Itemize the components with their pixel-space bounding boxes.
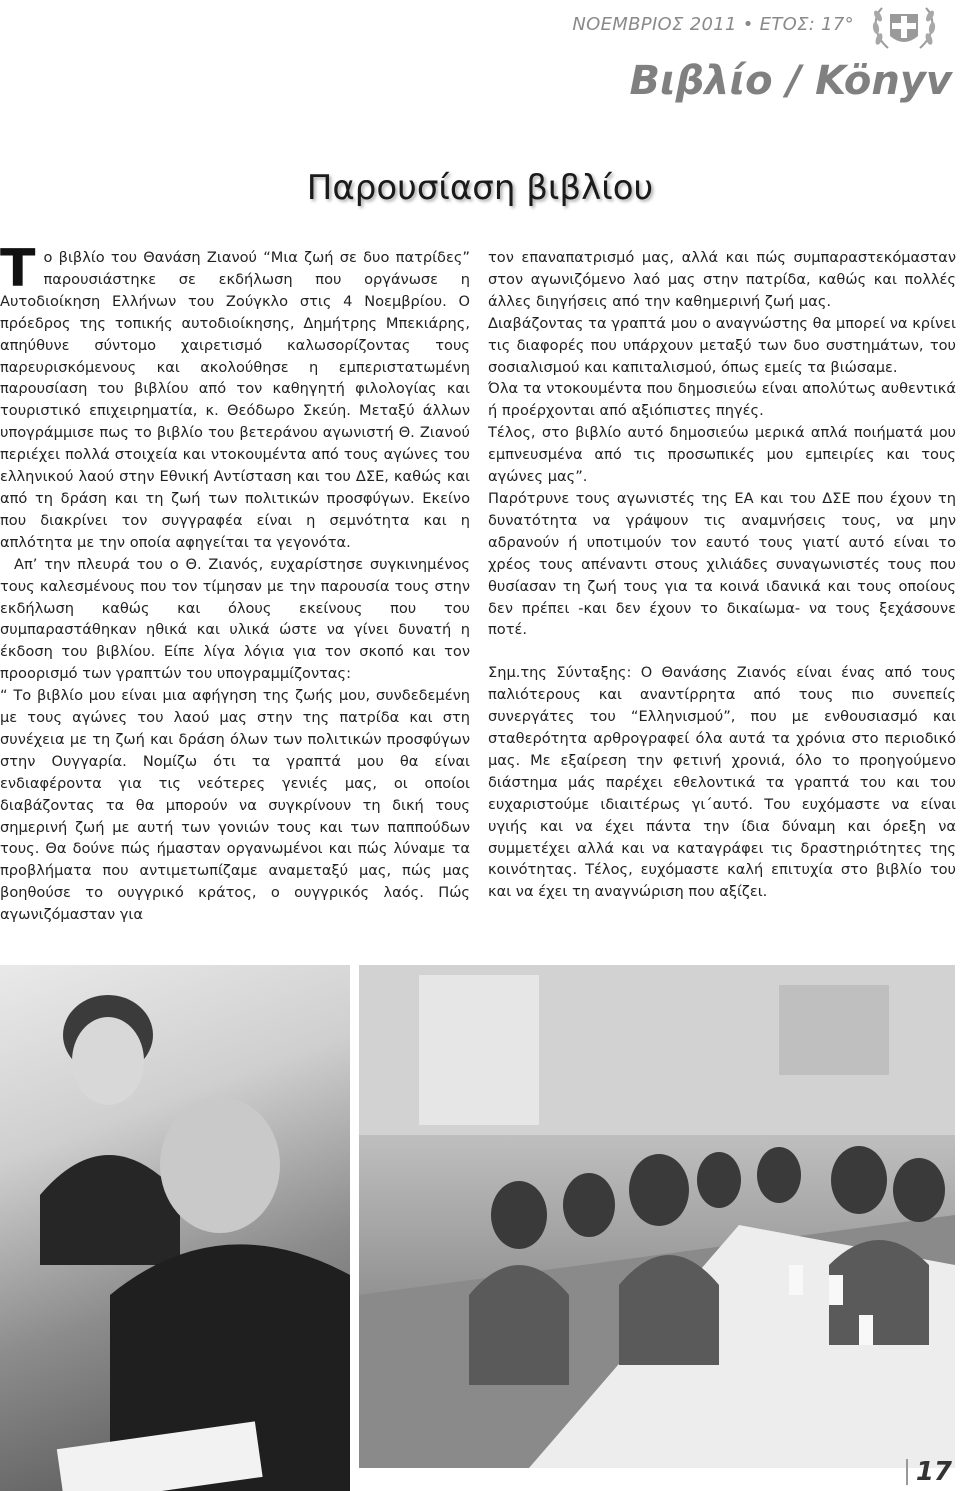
paragraph: Τέλος, στο βιβλίο αυτό δημοσιεύω μερικά απλά ποιήματά μου εμπνευσμένα από τις προσωπικές μου εμπειρίες και τους αγώνες μας”. <box>488 424 956 486</box>
greek-cross-laurel-emblem-icon <box>868 2 940 54</box>
photo-event-audience <box>359 965 955 1468</box>
photo-author-signing <box>0 965 350 1491</box>
editor-note: Σημ.της Σύνταξης: Ο Θανάσης Ζιανός είναι ένας από τους παλιότερους και αναντίρρητα από τους πιο συνεπείς συνεργάτες του “Ελληνισμού”, που με ενθουσιασμό και σταθερότητα αρθρογραφεί όλα αυτά τα χρόνια στο περιοδικό μας. Με εξαίρεση την φετινή χρονιά, όλο το προηγούμενο διάστημα μάς παρέχει εθελοντικά τα γραπτά του και του ευχαριστούμε ιδιαιτέρως γι΄αυτό. Του ευχόμαστε να είναι υγιής και να έχει πάντα την ίδια δύναμη και όρεξη να συμμετέχει αλλά και να καταγράφει τις δραστηριότητες της κοινότητας. Τέλος, ευχόμαστε καλή επιτυχία στο βιβλίο του και να έχει τη αναγνώριση που αξίζει. <box>488 664 956 901</box>
photo-author-signing-illustration <box>0 965 350 1491</box>
paragraph: Όλα τα ντοκουμέντα που δημοσιεύω είναι απολύτως αυθεντικά ή προέρχονται από αξιόπιστες πηγές. <box>488 380 956 420</box>
section-title: Βιβλίο / Könyv <box>629 58 952 104</box>
page-number: 17 <box>906 1459 952 1485</box>
paragraph: Διαβάζοντας τα γραπτά μου ο αναγνώστης θα μπορεί να κρίνει τις διαφορές που υπάρχουν μεταξύ των δυο συστημάτων, του σοσιαλισμού και καπιταλισμού, όπως εμείς τα βιώσαμε. <box>488 314 956 376</box>
spacer <box>488 641 956 662</box>
article-left-column <box>0 239 470 926</box>
paragraph: τον επαναπατρισμό μας, αλλά και πώς συμπαραστεκόμασταν στον αγωνιζόμενο λαό μας στην πατρίδα, καθώς και πολλές άλλες διηγήσεις από την καθημερινή ζωή μας. <box>488 249 956 310</box>
article-title: Παρουσίαση βιβλίου <box>306 168 654 208</box>
issue-date: ΝΟΕΜΒΡΙΟΣ 2011 • ΕΤΟΣ: 17° <box>572 14 854 35</box>
drop-cap: Τ <box>0 239 36 299</box>
paragraph: “ Το βιβλίο μου είναι μια αφήγηση της ζωής μου, συνδεδεμένη με τους αγώνες του λαού μας στην της πατρίδα και στη συνέχεια με τη ζωή και δράση όλων των πολιτικών προσφύγων στην Ουγγαρία. Νομίζω ότι τα γραπτά μου θα είναι ενδιαφέροντα για τις νεότερες γενιές μας, οι οποίοι διαβάζοντας τα θα μπορούν να συγκρίνουν τη δική τους σημερινή ζωή με αυτή των γονιών τους και των παππούδων τους. Θα δούνε πώς ήμασταν οργανωμένοι και πώς λύναμε τα προβλήματα που αντιμετωπίζαμε αναμεταξύ μας, πώς μας βοηθούσε το ουγγρικό κράτος, ο ουγγρικός λαός. Πώς αγωνιζόμασταν για <box>0 687 470 924</box>
article-right-column <box>488 247 956 903</box>
paragraph-text: ο βιβλίο του Θανάση Ζιανού “Μια ζωή σε δυο πατρίδες” παρουσιάστηκε σε εκδήλωση που οργάνωσε η Αυτοδιοίκηση Ελλήνων του Ζούγκλο στις 4 Νοεμβρίου. Ο πρόεδρος της τοπικής αυτοδιοίκησης, Δημήτρης Μπεκιάρης, απηύθυνε σύντομο χαιρετισμό καλωσορίζοντας τους παρευρισκόμενους και ακολούθησε η εμπεριστατωμένη παρουσίαση του βιβλίου από τον καθηγητή φιλολογίας και τουριστικό επιχειρηματία, κ. Θεόδωρο Σκεύη. Μεταξύ άλλων υπογράμμισε πως το βιβλίο του βετεράνου αγωνιστή Θ. Ζιανού περιέχει πολλά στοιχεία και ντοκουμέντα από τους αγώνες του ελληνικού λαού στην Εθνική Αντίσταση και του ΔΣΕ, καθώς και από τη δράση και τη ζωή των πολιτικών προσφύγων. Εκείνο που διακρίνει τον συγγραφέα είναι η σεμνότητα και η απλότητα με την οποία αφηγείται τα γεγονότα. <box>0 249 470 551</box>
paragraph: Απ’ την πλευρά του ο Θ. Ζιανός, ευχαρίστησε συγκινημένος τους καλεσμένους που τον τίμησαν με την παρουσία τους στην εκδήλωση καθώς και όλους εκείνους που του συμπαραστάθηκαν ηθικά και υλικά ώστε να γίνει δυνατή η έκδοση του βιβλίου. Είπε λίγα λόγια για τον σκοπό και τον προορισμό των γραπτών του υπογραμμίζοντας: <box>0 555 470 683</box>
paragraph: Παρότρυνε τους αγωνιστές της ΕΑ και του ΔΣΕ που έχουν τη δυνατότητα να γράψουν τις αναμνήσεις τους, να μην αδρανούν ή υποτιμούν τον εαυτό τους γιατί αυτό είναι το χρέος τους απέναντι στους χιλιάδες συναγωνιστές τους που θυσίασαν τη ζωή τους για τα κοινά ιδανικά και τους οποίους δεν πρέπει -και δεν έχουν το δικαίωμα- να τους ξεχάσουνε ποτέ. <box>488 489 956 639</box>
paragraph <box>0 239 470 554</box>
photo-event-audience-illustration <box>359 965 955 1468</box>
